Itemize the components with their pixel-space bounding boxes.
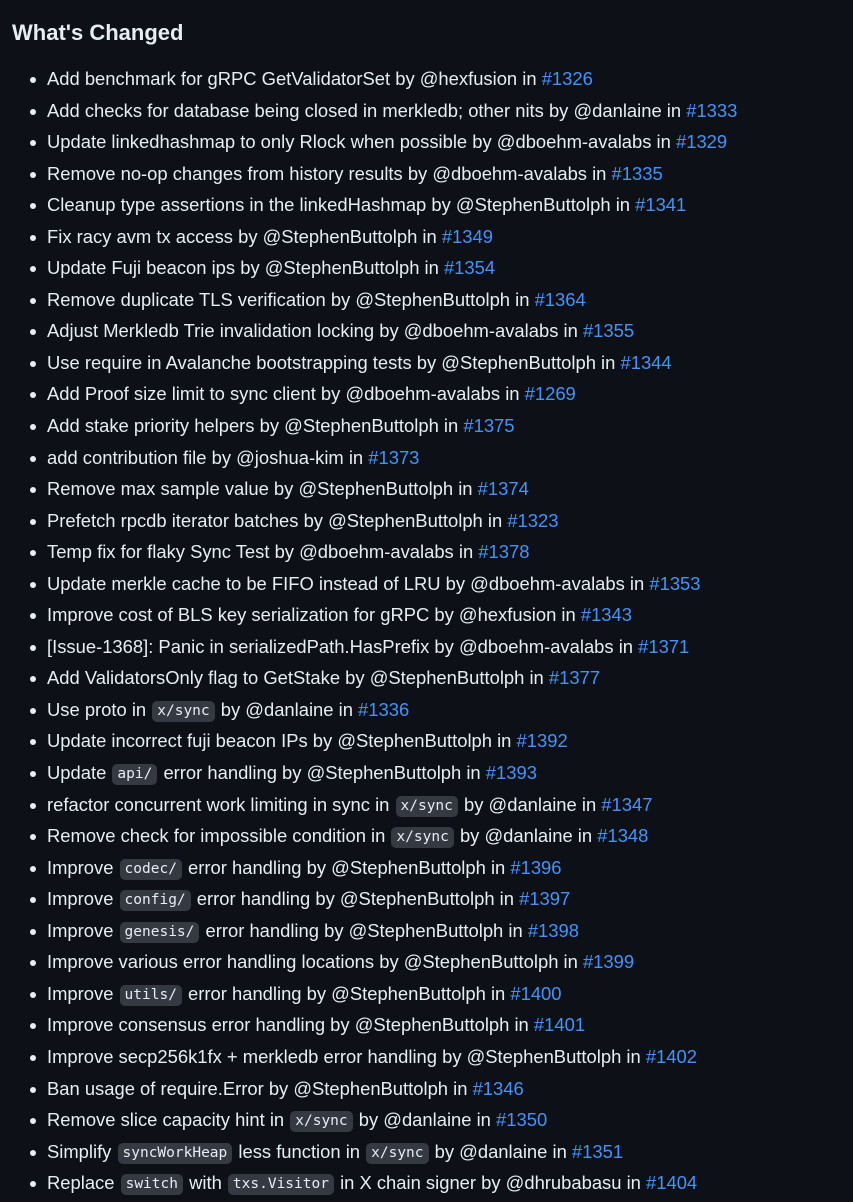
- pull-request-link[interactable]: #1346: [472, 1077, 524, 1099]
- change-description: by @danlaine in: [429, 1140, 572, 1162]
- pull-request-link[interactable]: #1347: [601, 793, 653, 815]
- pull-request-link[interactable]: #1375: [463, 415, 515, 437]
- pull-request-link[interactable]: #1348: [597, 825, 649, 847]
- inline-code: utils/: [120, 985, 182, 1006]
- pull-request-link[interactable]: #1400: [510, 982, 562, 1004]
- pull-request-link[interactable]: #1397: [519, 888, 571, 910]
- change-description: by @danlaine in: [458, 793, 602, 815]
- change-description: error handling by @StephenButtolph in: [200, 919, 528, 941]
- change-description: Improve: [47, 856, 119, 878]
- change-description: Remove duplicate TLS verification by @StephenButtolph in: [47, 288, 535, 310]
- change-description: Use require in Avalanche bootstrapping tests by @StephenButtolph in: [47, 351, 621, 373]
- pull-request-link[interactable]: #1323: [507, 509, 559, 531]
- change-item: [47, 568, 853, 600]
- change-description: Update linkedhashmap to only Rlock when possible by @dboehm-avalabs in: [47, 131, 676, 153]
- pull-request-link[interactable]: #1355: [582, 320, 635, 342]
- inline-code: txs.Visitor: [228, 1174, 334, 1195]
- change-item: [47, 694, 853, 726]
- inline-code: switch: [121, 1174, 183, 1195]
- change-item: [47, 631, 853, 663]
- change-description: Prefetch rpcdb iterator batches by @StephenButtolph in: [47, 509, 508, 531]
- pull-request-link[interactable]: #1404: [646, 1172, 698, 1194]
- change-description: Update merkle cache to be FIFO instead of LRU by @dboehm-avalabs in: [47, 572, 650, 594]
- change-description: by @danlaine in: [215, 698, 359, 720]
- pull-request-link[interactable]: #1349: [441, 225, 493, 247]
- pull-request-link[interactable]: #1350: [496, 1109, 548, 1131]
- change-item: [47, 1167, 853, 1199]
- change-description: with: [183, 1172, 227, 1194]
- change-description: Improve various error handling locations by @StephenButtolph in: [47, 951, 583, 973]
- change-item: [47, 347, 853, 379]
- change-description: Use proto in: [47, 698, 152, 720]
- change-description: Add Proof size limit to sync client by @dboehm-avalabs in: [47, 383, 525, 405]
- change-description: Add ValidatorsOnly flag to GetStake by @StephenButtolph in: [47, 667, 549, 689]
- change-item: [47, 1073, 853, 1105]
- change-item: [47, 1009, 853, 1041]
- inline-code: codec/: [120, 859, 182, 880]
- change-item: [47, 852, 853, 884]
- pull-request-link[interactable]: #1344: [620, 351, 672, 373]
- change-item: [47, 284, 853, 316]
- change-description: add contribution file by @joshua-kim in: [47, 446, 369, 468]
- change-item: [47, 1136, 853, 1168]
- pull-request-link[interactable]: #1269: [524, 383, 576, 405]
- change-item: [47, 442, 853, 474]
- pull-request-link[interactable]: #1335: [611, 162, 663, 184]
- change-item: [47, 95, 853, 127]
- change-description: Improve: [47, 888, 119, 910]
- pull-request-link[interactable]: #1341: [635, 194, 687, 216]
- inline-code: x/sync: [290, 1111, 352, 1132]
- pull-request-link[interactable]: #1329: [675, 131, 728, 153]
- change-item: [47, 1104, 853, 1136]
- change-description: Remove slice capacity hint in: [47, 1109, 290, 1131]
- change-description: Ban usage of require.Error by @StephenButtolph in: [47, 1077, 473, 1099]
- change-item: [47, 946, 853, 978]
- change-description: Add benchmark for gRPC GetValidatorSet by @hexfusion in: [47, 68, 542, 89]
- inline-code: x/sync: [396, 796, 458, 817]
- pull-request-link[interactable]: #1396: [510, 856, 562, 878]
- inline-code: x/sync: [366, 1143, 428, 1164]
- change-description: refactor concurrent work limiting in sync in: [47, 793, 395, 815]
- pull-request-link[interactable]: #1402: [645, 1045, 697, 1067]
- change-description: Simplify: [47, 1140, 117, 1162]
- pull-request-link[interactable]: #1399: [582, 951, 635, 973]
- pull-request-link[interactable]: #1326: [541, 68, 593, 89]
- pull-request-link[interactable]: #1354: [443, 257, 496, 279]
- change-item: [47, 189, 853, 221]
- change-item: [47, 378, 853, 410]
- change-description: error handling by @StephenButtolph in: [182, 982, 511, 1004]
- change-item: [47, 221, 853, 253]
- change-item: [47, 1041, 853, 1073]
- change-item: [47, 252, 853, 284]
- change-item: [47, 599, 853, 631]
- change-description: by @danlaine in: [353, 1109, 497, 1131]
- change-description: error handling by @StephenButtolph in: [158, 762, 486, 784]
- change-item: [47, 505, 853, 537]
- change-description: error handling by @StephenButtolph in: [191, 888, 520, 910]
- inline-code: genesis/: [120, 922, 200, 943]
- pull-request-link[interactable]: #1373: [368, 446, 420, 468]
- pull-request-link[interactable]: #1398: [527, 919, 579, 941]
- pull-request-link[interactable]: #1336: [358, 698, 410, 720]
- change-description: Update Fuji beacon ips by @StephenButtolph in: [47, 257, 444, 279]
- change-item: [47, 63, 853, 95]
- change-description: Temp fix for flaky Sync Test by @dboehm-avalabs in: [47, 541, 479, 563]
- change-description: Add checks for database being closed in merkledb; other nits by @danlaine in: [47, 99, 687, 121]
- change-description: Remove no-op changes from history results by @dboehm-avalabs in: [47, 162, 612, 184]
- pull-request-link[interactable]: #1351: [571, 1140, 624, 1162]
- change-description: in X chain signer by @dhrubabasu in: [334, 1172, 647, 1194]
- change-description: Improve cost of BLS key serialization for gRPC by @hexfusion in: [47, 604, 581, 626]
- pull-request-link[interactable]: #1364: [534, 288, 586, 310]
- change-description: Improve: [47, 919, 119, 941]
- change-item: [47, 126, 853, 158]
- change-description: Fix racy avm tx access by @StephenButtolph in: [47, 225, 442, 247]
- inline-code: x/sync: [391, 827, 453, 848]
- inline-code: config/: [120, 890, 191, 911]
- change-description: Replace: [47, 1172, 120, 1194]
- change-description: [Issue-1368]: Panic in serializedPath.HasPrefix by @dboehm-avalabs in: [47, 635, 639, 657]
- change-item: [47, 883, 853, 915]
- change-description: error handling by @StephenButtolph in: [182, 856, 511, 878]
- change-description: Remove max sample value by @StephenButtolph in: [47, 478, 478, 500]
- pull-request-link[interactable]: #1371: [638, 635, 690, 657]
- change-item: [47, 725, 853, 757]
- pull-request-link[interactable]: #1392: [516, 730, 568, 752]
- change-item: [47, 789, 853, 821]
- pull-request-link[interactable]: #1343: [580, 604, 632, 626]
- change-item: [47, 662, 853, 694]
- change-item: [47, 820, 853, 852]
- inline-code: api/: [112, 764, 157, 785]
- change-description: Adjust Merkledb Trie invalidation locking by @dboehm-avalabs in: [47, 320, 583, 342]
- change-item: [47, 158, 853, 190]
- pull-request-link[interactable]: #1378: [478, 541, 530, 563]
- pull-request-link[interactable]: #1377: [548, 667, 601, 689]
- change-item: [47, 536, 853, 568]
- change-item: [47, 915, 853, 947]
- inline-code: x/sync: [152, 701, 214, 722]
- section-heading: What's Changed: [12, 20, 184, 45]
- change-description: Improve secp256k1fx + merkledb error handling by @StephenButtolph in: [47, 1045, 646, 1067]
- inline-code: syncWorkHeap: [118, 1143, 233, 1164]
- change-description: by @danlaine in: [454, 825, 598, 847]
- change-description: Update incorrect fuji beacon IPs by @StephenButtolph in: [47, 730, 517, 752]
- pull-request-link[interactable]: #1353: [649, 572, 701, 594]
- pull-request-link[interactable]: #1333: [686, 99, 738, 121]
- change-item: [47, 978, 853, 1010]
- change-description: less function in: [233, 1140, 366, 1162]
- pull-request-link[interactable]: #1393: [485, 762, 537, 784]
- change-description: Add stake priority helpers by @StephenButtolph in: [47, 415, 464, 437]
- change-item: [47, 473, 853, 505]
- change-description: Improve consensus error handling by @StephenButtolph in: [47, 1014, 534, 1036]
- change-description: Remove check for impossible condition in: [47, 825, 391, 847]
- change-item: [47, 315, 853, 347]
- change-description: Cleanup type assertions in the linkedHashmap by @StephenButtolph in: [47, 194, 636, 216]
- pull-request-link[interactable]: #1401: [533, 1014, 586, 1036]
- changes-list: [0, 63, 853, 1199]
- change-item: [47, 410, 853, 442]
- change-description: Improve: [47, 982, 119, 1004]
- pull-request-link[interactable]: #1374: [477, 478, 529, 500]
- change-item: [47, 757, 853, 789]
- change-description: Update: [47, 762, 112, 784]
